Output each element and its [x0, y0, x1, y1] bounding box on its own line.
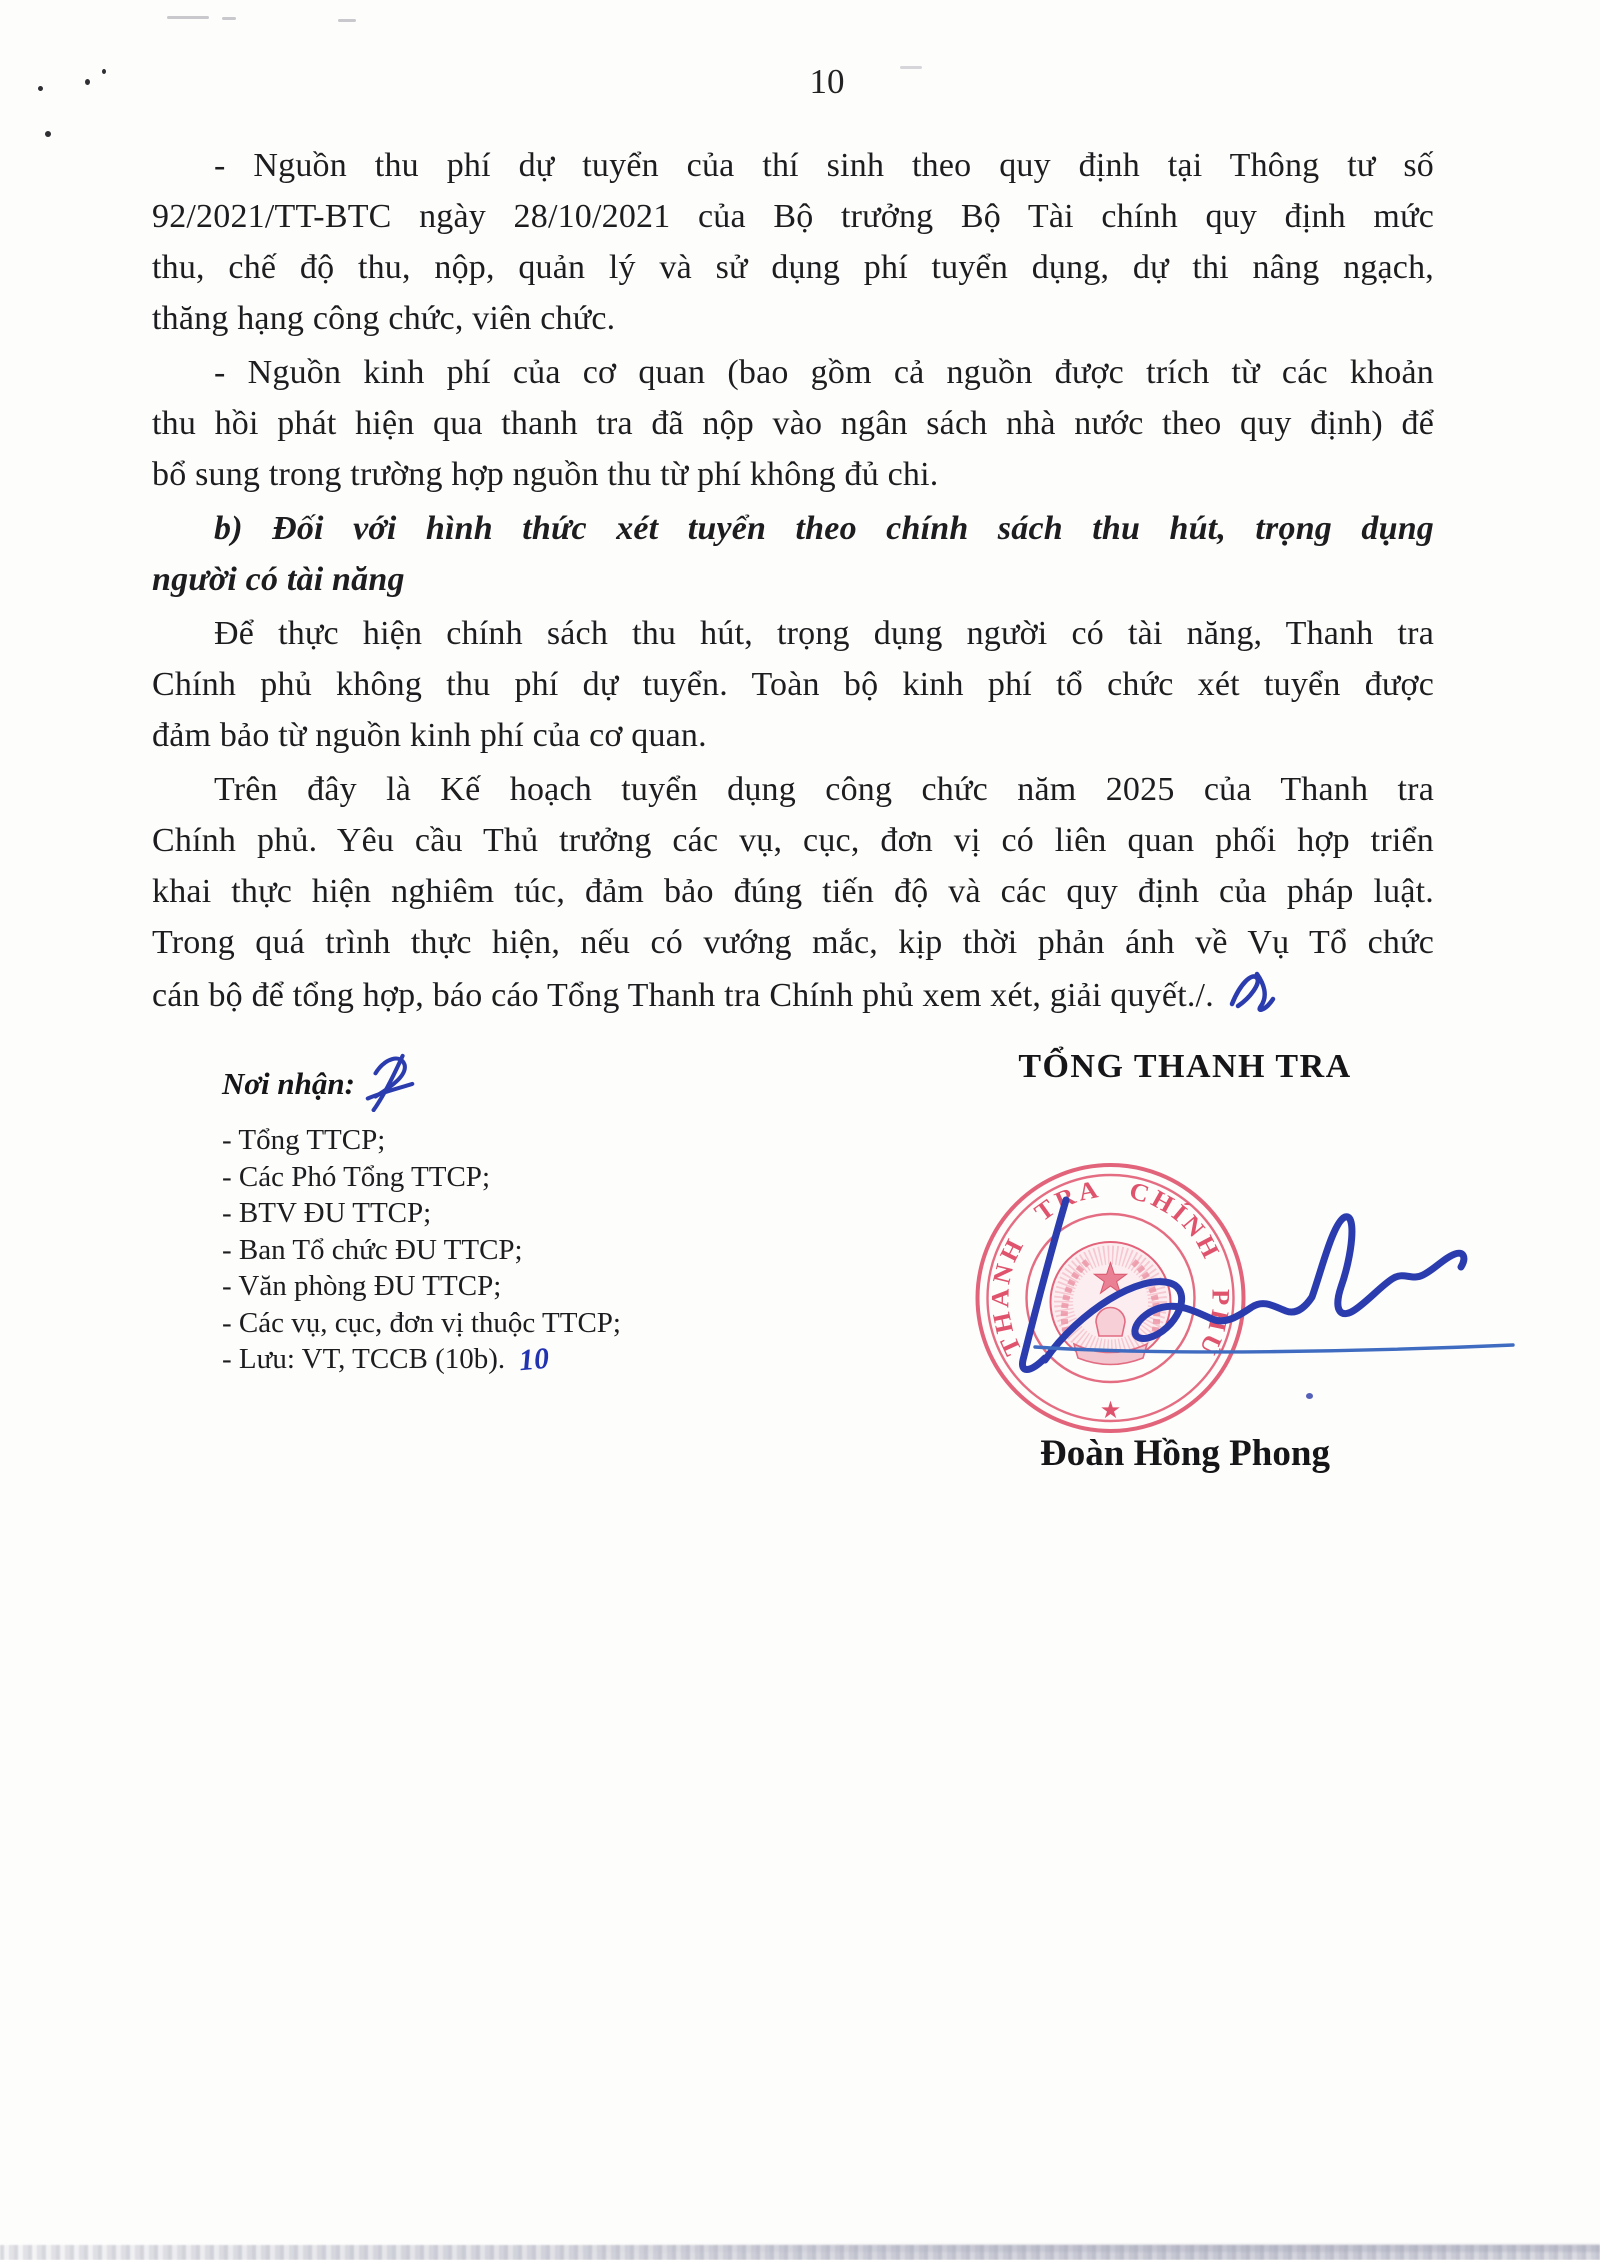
text-line: 92/2021/TT-BTC ngày 28/10/2021 của Bộ trưởng Bộ Tài chính quy định mức [152, 198, 1434, 235]
handwritten-initial-icon [1224, 968, 1276, 1012]
scan-speck [45, 131, 51, 137]
page-number: 10 [809, 62, 845, 101]
text-line: Trên đây là Kế hoạch tuyển dụng công chức năm 2025 của Thanh tra [214, 771, 1434, 808]
recipient-item: - Các vụ, cục, đơn vị thuộc TTCP; [222, 1306, 621, 1339]
recipient-item: - Ban Tổ chức ĐU TTCP; [222, 1233, 523, 1266]
emblem-star-icon: ★ [1091, 1257, 1130, 1303]
text-line: khai thực hiện nghiêm túc, đảm bảo đúng tiến độ và các quy định của pháp luật. [152, 873, 1434, 910]
text-line: thăng hạng công chức, viên chức. [152, 300, 616, 337]
seal-star-icon: ★ [1099, 1398, 1122, 1424]
recipients-list [222, 1122, 782, 1378]
text-line: Để thực hiện chính sách thu hút, trọng dụng người có tài năng, Thanh tra [214, 615, 1434, 652]
recipient-item: - Văn phòng ĐU TTCP; [222, 1270, 502, 1302]
recipient-item: - Các Phó Tổng TTCP; [222, 1160, 490, 1193]
scan-edge-artifact [560, 2244, 1600, 2252]
text-line: người có tài năng [152, 561, 405, 598]
recipient-item [222, 1341, 782, 1378]
paragraph [152, 764, 1434, 1021]
text-line: thu, chế độ thu, nộp, quản lý và sử dụng phí tuyển dụng, dự thi nâng ngạch, [152, 249, 1434, 286]
signer-name: Đoàn Hồng Phong [1040, 1433, 1330, 1474]
text-line: thu hồi phát hiện qua thanh tra đã nộp vào ngân sách nhà nước theo quy định) để [152, 405, 1434, 442]
recipient-item: - Tổng TTCP; [222, 1124, 386, 1156]
recipient-item: - BTV ĐU TTCP; [222, 1197, 432, 1229]
scan-mark [338, 19, 356, 22]
text-line: Chính phủ không thu phí dự tuyển. Toàn bộ kinh phí tổ chức xét tuyển được [152, 666, 1434, 703]
text-line: - Nguồn thu phí dự tuyển của thí sinh theo quy định tại Thông tư số [214, 147, 1434, 184]
text-line: b) Đối với hình thức xét tuyển theo chính sách thu hút, trọng dụng [214, 510, 1434, 547]
text-line-content: cán bộ để tổng hợp, báo cáo Tổng Thanh tra Chính phủ xem xét, giải quyết./. [152, 977, 1214, 1014]
text-line [152, 968, 1434, 1021]
signature-underline [1035, 1345, 1513, 1352]
section-heading [152, 503, 1434, 605]
scan-mark [222, 17, 236, 20]
text-line: đảm bảo từ nguồn kinh phí của cơ quan. [152, 717, 707, 754]
paragraph [152, 608, 1434, 761]
text-line: Trong quá trình thực hiện, nếu có vướng mắc, kịp thời phản ánh về Vụ Tổ chức [152, 924, 1434, 961]
document-body [152, 140, 1434, 1024]
ink-dot [1306, 1393, 1313, 1399]
handwritten-copies-note: 10 [517, 1341, 551, 1378]
seal-arc-text: THANH TRA CHÍNH PHỦ [987, 1175, 1234, 1361]
signer-title: TỔNG THANH TRA [1018, 1048, 1352, 1085]
recipient-item-text: - Lưu: VT, TCCB (10b). [222, 1343, 506, 1375]
handwritten-signature-icon [988, 1184, 1534, 1392]
text-line: - Nguồn kinh phí của cơ quan (bao gồm cả nguồn được trích từ các khoản [214, 354, 1434, 391]
scan-mark [167, 16, 209, 19]
text-line: Chính phủ. Yêu cầu Thủ trưởng các vụ, cục, đơn vị có liên quan phối hợp triển [152, 822, 1434, 859]
paragraph [152, 347, 1434, 500]
handwritten-check-icon [363, 1052, 419, 1112]
paragraph [152, 140, 1434, 344]
text-line: bổ sung trong trường hợp nguồn thu từ phí không đủ chi. [152, 456, 939, 493]
recipients-label: Nơi nhận: [222, 1066, 355, 1101]
recipients-block [222, 1052, 782, 1378]
